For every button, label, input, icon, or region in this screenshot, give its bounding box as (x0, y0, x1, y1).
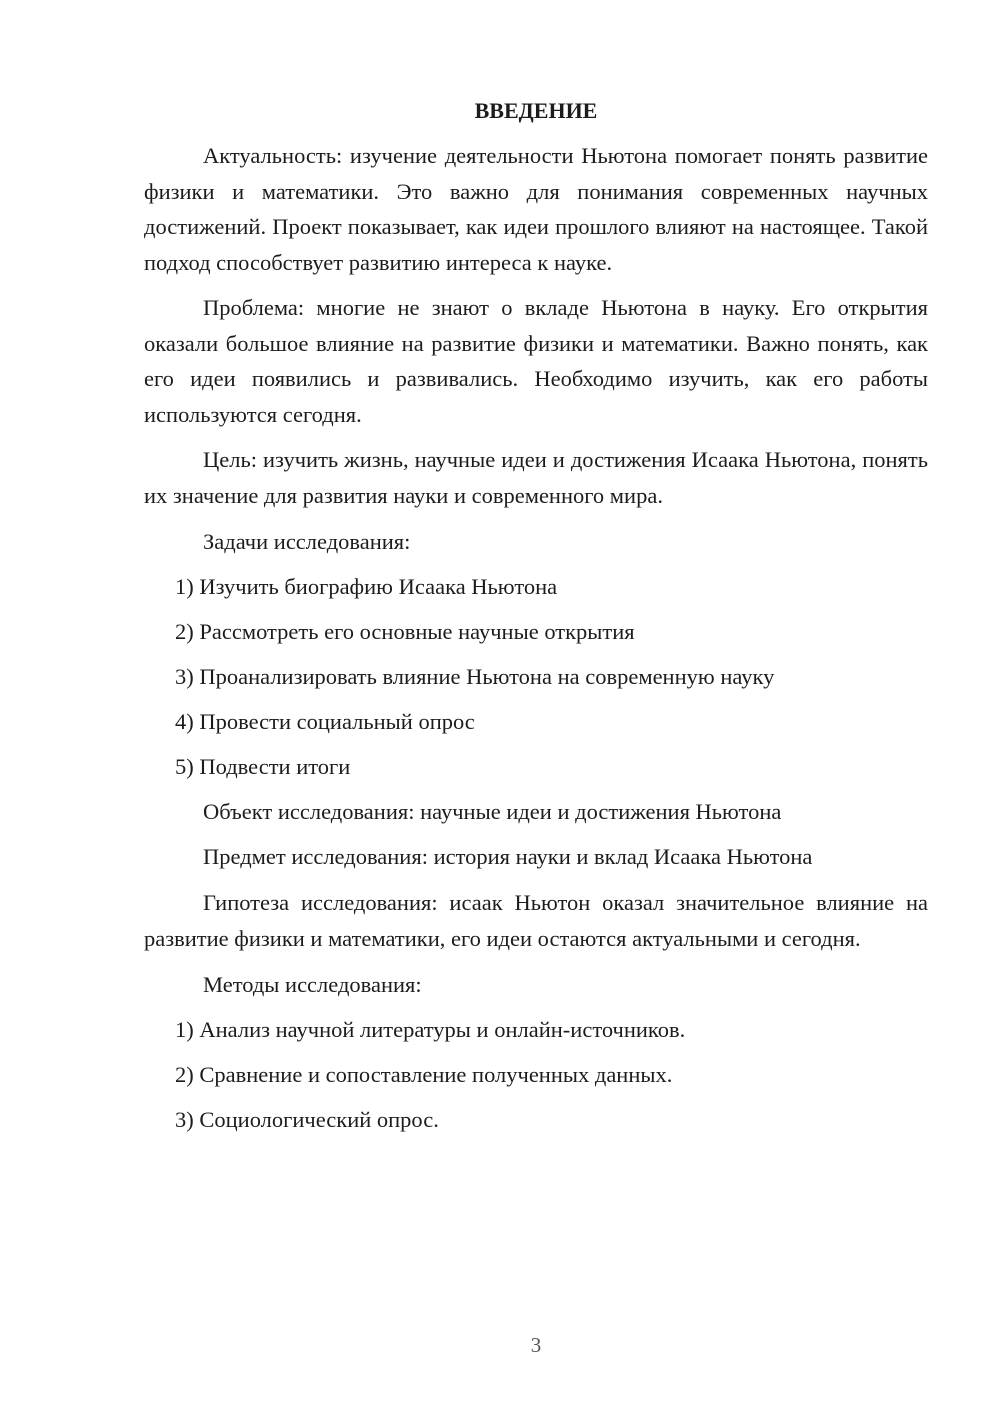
task-item: 5) Подвести итоги (175, 754, 351, 779)
task-item: 4) Провести социальный опрос (175, 709, 475, 734)
document-page (144, 96, 928, 1150)
methods-heading: Методы исследования: (203, 972, 422, 997)
research-subject: Предмет исследования: история науки и вклад Исаака Ньютона (203, 844, 813, 869)
hypothesis-paragraph: Гипотеза исследования: исаак Ньютон оказал значительное влияние на развитие физики и математики, его идеи остаются актуальными и сегодня. (144, 890, 928, 951)
goal-paragraph: Цель: изучить жизнь, научные идеи и достижения Исаака Ньютона, понять их значение для развития науки и современного мира. (144, 447, 928, 508)
tasks-heading: Задачи исследования: (203, 529, 411, 554)
section-title: ВВЕДЕНИЕ (474, 98, 598, 123)
method-item: 3) Социологический опрос. (175, 1107, 439, 1132)
task-item: 1) Изучить биографию Исаака Ньютона (175, 574, 558, 599)
task-item: 3) Проанализировать влияние Ньютона на современную науку (175, 664, 775, 689)
task-item: 2) Рассмотреть его основные научные открытия (175, 619, 635, 644)
method-item: 2) Сравнение и сопоставление полученных данных. (175, 1062, 673, 1087)
problem-paragraph: Проблема: многие не знают о вкладе Ньютона в науку. Его открытия оказали большое влияние на развитие физики и математики. Важно понять, как его идеи появились и развивались. Необходимо изучить, как его работы используются сегодня. (144, 295, 928, 427)
research-object: Объект исследования: научные идеи и достижения Ньютона (203, 799, 782, 824)
method-item: 1) Анализ научной литературы и онлайн-источников. (175, 1017, 686, 1042)
page-number: 3 (530, 1333, 542, 1357)
relevance-paragraph: Актуальность: изучение деятельности Ньютона помогает понять развитие физики и математики. Это важно для понимания современных научных достижений. Проект показывает, как идеи прошлого влияют на настоящее. Такой подход способствует развитию интереса к науке. (144, 143, 928, 275)
